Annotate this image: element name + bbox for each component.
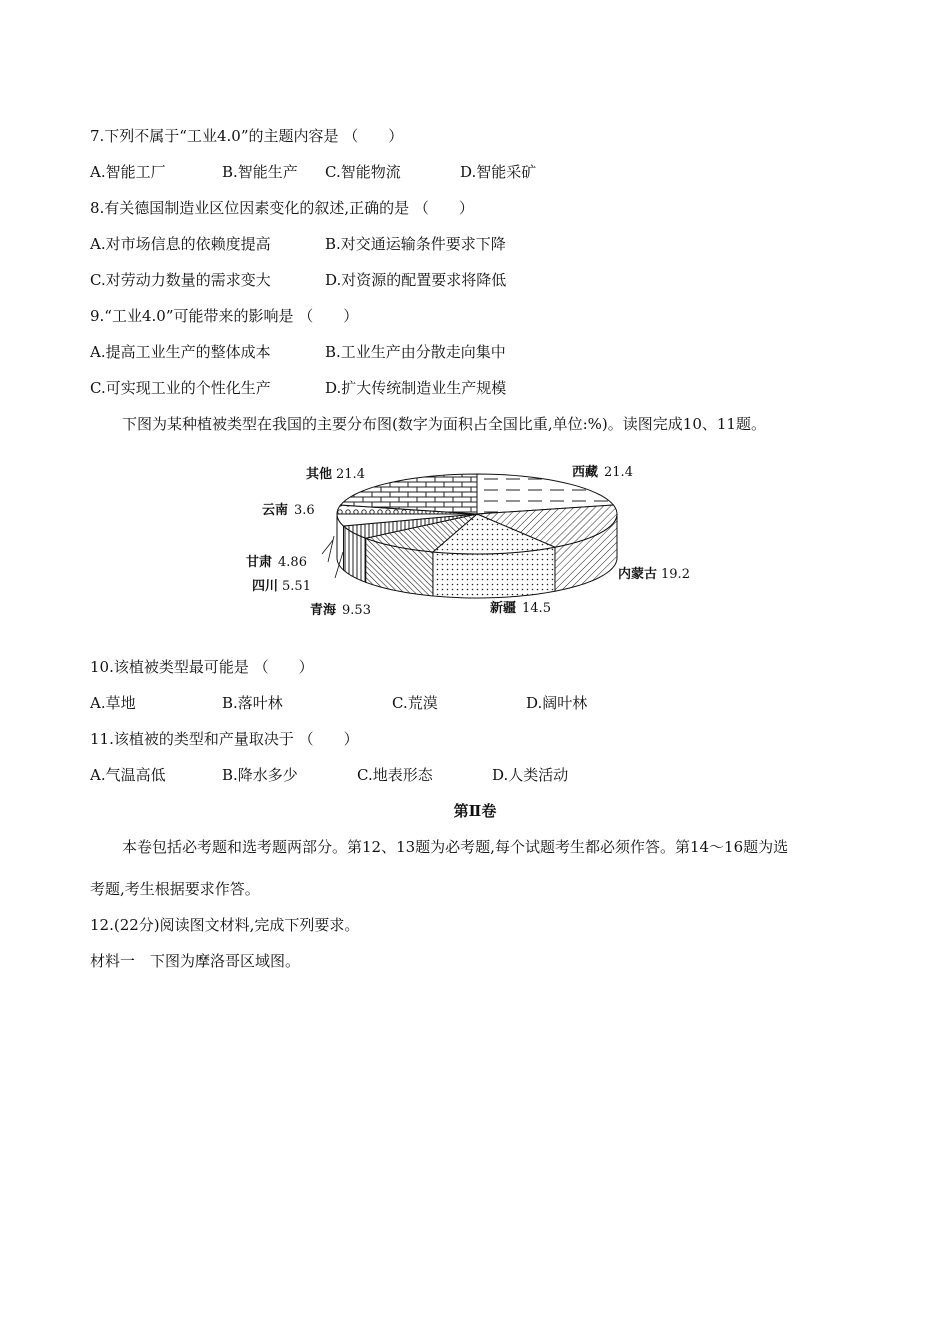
section-title: 第Ⅱ卷 — [453, 802, 497, 820]
pie-side-2 — [433, 547, 555, 598]
q7-stem: 7.下列不属于“工业4.0”的主题内容是 （ ） — [90, 127, 404, 145]
q10-option-b: B.落叶林 — [222, 694, 283, 712]
q9-option-a: A.提高工业生产的整体成本 — [90, 343, 271, 361]
q7-option-a: A.智能工厂 — [90, 163, 166, 181]
section-intro-line2: 考题,考生根据要求作答。 — [90, 880, 260, 898]
label-yunnan: 云南 3.6 — [262, 503, 315, 518]
vegetation-pie-chart — [240, 452, 710, 632]
label-other: 其他 21.4 — [306, 467, 365, 482]
section-intro-line1: 本卷包括必考题和选考题两部分。第12、13题为必考题,每个试题考生都必须作答。第14～16题为选 — [122, 838, 789, 856]
q12-material1: 材料一 下图为摩洛哥区域图。 — [90, 952, 301, 970]
q10-option-c: C.荒漠 — [392, 694, 438, 712]
figure-intro: 下图为某种植被类型在我国的主要分布图(数字为面积占全国比重,单位:%)。读图完成10、11题。 — [122, 415, 766, 433]
label-sichuan: 四川 5.51 — [252, 579, 311, 594]
q8-option-a: A.对市场信息的依赖度提高 — [90, 235, 271, 253]
q11-option-d: D.人类活动 — [492, 766, 569, 784]
label-neimenggu: 内蒙古 19.2 — [618, 567, 690, 582]
q10-stem: 10.该植被类型最可能是 （ ） — [90, 658, 314, 676]
label-gansu: 甘肃 4.86 — [246, 555, 307, 570]
label-qinghai: 青海 9.53 — [310, 603, 371, 618]
pie-slices — [337, 474, 617, 598]
q7-option-c: C.智能物流 — [325, 163, 401, 181]
q11-stem: 11.该植被的类型和产量取决于 （ ） — [90, 730, 359, 748]
q12-stem: 12.(22分)阅读图文材料,完成下列要求。 — [90, 916, 360, 934]
q11-option-c: C.地表形态 — [357, 766, 433, 784]
q11-option-b: B.降水多少 — [222, 766, 298, 784]
q10-option-a: A.草地 — [90, 694, 136, 712]
q8-option-d: D.对资源的配置要求将降低 — [325, 271, 507, 289]
q9-option-c: C.可实现工业的个性化生产 — [90, 379, 271, 397]
label-xizang: 西藏 21.4 — [572, 465, 633, 480]
q8-option-c: C.对劳动力数量的需求变大 — [90, 271, 271, 289]
q7-option-b: B.智能生产 — [222, 163, 298, 181]
q8-stem: 8.有关德国制造业区位因素变化的叙述,正确的是 （ ） — [90, 199, 474, 217]
q10-option-d: D.阔叶林 — [526, 694, 588, 712]
label-xinjiang: 新疆 14.5 — [490, 601, 551, 616]
q8-option-b: B.对交通运输条件要求下降 — [325, 235, 506, 253]
q9-stem: 9.“工业4.0”可能带来的影响是 （ ） — [90, 307, 359, 325]
q7-option-d: D.智能采矿 — [460, 163, 537, 181]
q11-option-a: A.气温高低 — [90, 766, 166, 784]
q9-option-d: D.扩大传统制造业生产规模 — [325, 379, 507, 397]
q9-option-b: B.工业生产由分散走向集中 — [325, 343, 506, 361]
